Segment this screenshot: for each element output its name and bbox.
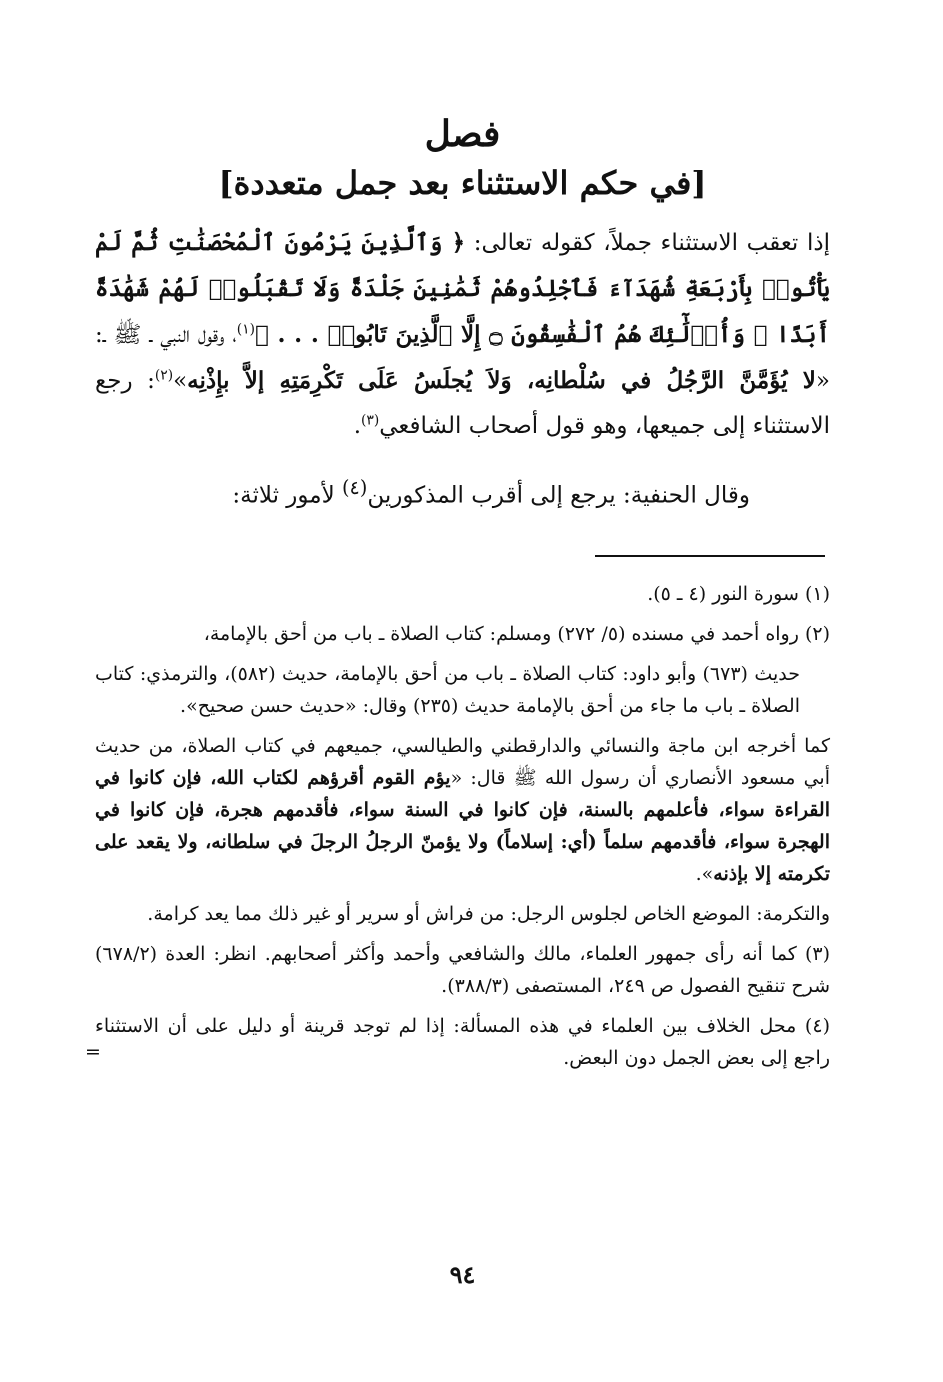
takrima-label: والتكرمة [762, 903, 830, 925]
paragraph-mid: ، وقول النبي ـ ﷺ ـ: « [95, 322, 830, 394]
paragraph-end: : رجع الاستثناء إلى جميعها، وهو قول أصحاب الشافعي [95, 368, 830, 439]
footnote-4: (٤) محل الخلاف بين العلماء في هذه المسألة: إذا لم توجد قرينة أو دليل على أن الاستثناء راجع إلى بعض الجمل دون البعض. [95, 1015, 830, 1069]
main-paragraph-1 [95, 220, 830, 449]
main-paragraph-2 [95, 465, 830, 519]
footnote-2-hadith: يؤم القوم أقرؤهم لكتاب الله، فإن كانوا في القراءة سواء، فأعلمهم بالسنة، فإن كانوا في السنة سواء، فأقدمهم هجرة، فإن كانوا في الهجرة سواء، فأقدمهم سلماً (أي: إسلاماً) ولا يؤمنّ الرجلُ الرجلَ في سلطانه، ولا يقعد على تكرمته إلا بإذنه [95, 767, 830, 885]
paragraph-2-start: وقال الحنفية: يرجع إلى أقرب المذكورين [367, 482, 750, 509]
paragraph-final: . [353, 413, 362, 439]
continuation-mark: = [85, 1041, 101, 1063]
page-number: ٩٤ [449, 1260, 476, 1289]
takrima-definition: : الموضع الخاص لجلوس الرجل: من فراش أو سرير أو غير ذلك مما يعد كرامة. [147, 903, 763, 925]
chapter-title: فصل [424, 113, 501, 155]
footnote-ref-1[interactable]: (١) [236, 321, 255, 338]
footnote-2: (٢) رواه أحمد في مسنده (٥/ ٢٧٢) ومسلم: كتاب الصلاة ـ باب من أحق بالإمامة، [203, 623, 830, 645]
paragraph-2-end: لأمور ثلاثة: [232, 482, 343, 509]
hadith-text: لا يُؤَمَّنَّ الرَّجُلُ في سُلْطانِه، وَلاَ يُجلَسُ عَلَى تَكْرِمَتِهِ إلاَّ بإِذْنِه [187, 367, 816, 394]
footnotes-section [85, 578, 830, 1082]
footnote-3: (٣) كما أنه رأى جمهور العلماء، مالك والشافعي وأحمد وأكثر أصحابهم. انظر: العدة (٦٧٨/٢) شرح تنقيح الفصول ص ٢٤٩، المستصفى (٣٨٨/٣). [95, 943, 830, 997]
quran-verse: ﴿ وَٱلَّذِينَ يَرْمُونَ ٱلْمُحْصَنَٰتِ ثُمَّ لَمْ يَأْتُوا۟ بِأَرْبَعَةِ شُهَدَآءَ فَٱجْلِدُوهُمْ ثَمَٰنِينَ جَلْدَةً وَلَا تَقْبَلُوا۟ لَهُمْ شَهَٰدَةً أَبَدًا ۚ وَأُو۟لَٰٓئِكَ هُمُ ٱلْفَٰسِقُونَ ۝ إِلَّا ٱلَّذِينَ تَابُوا۟ . . . ﴾ [95, 229, 830, 348]
chapter-subtitle: [في حكم الاستثناء بعد جمل متعددة] [218, 164, 707, 202]
footnote-ref-4[interactable]: (٤) [342, 476, 368, 499]
paragraph-intro: إذا تعقب الاستثناء جملاً، كقوله تعالى: [465, 230, 830, 256]
book-page [85, 100, 830, 1300]
footnote-2-takrima [95, 898, 830, 930]
footnote-1: (١) سورة النور (٤ ـ ٥). [647, 583, 830, 605]
footnote-2-extra-close: ». [695, 863, 714, 885]
footnote-2-extra [95, 730, 830, 890]
footnote-ref-2[interactable]: (٢) [154, 367, 174, 384]
quote-close: » [173, 368, 188, 394]
footnote-ref-3[interactable]: (٣) [361, 412, 380, 429]
footnote-2-extra-intro: كما أخرجه ابن ماجة والنسائي والدارقطني والطيالسي، جميعهم في كتاب الصلاة، من حديث أبي مسعود الأنصاري أن رسول الله ﷺ قال: « [95, 735, 830, 789]
footnote-divider [595, 555, 825, 557]
footnote-2-continued: حديث (٦٧٣) وأبو داود: كتاب الصلاة ـ باب من أحق بالإمامة، حديث (٥٨٢)، والترمذي: كتاب الصلاة ـ باب ما جاء من أحق بالإمامة حديث (٢٣٥) وقال: «حديث حسن صحيح». [95, 663, 800, 717]
